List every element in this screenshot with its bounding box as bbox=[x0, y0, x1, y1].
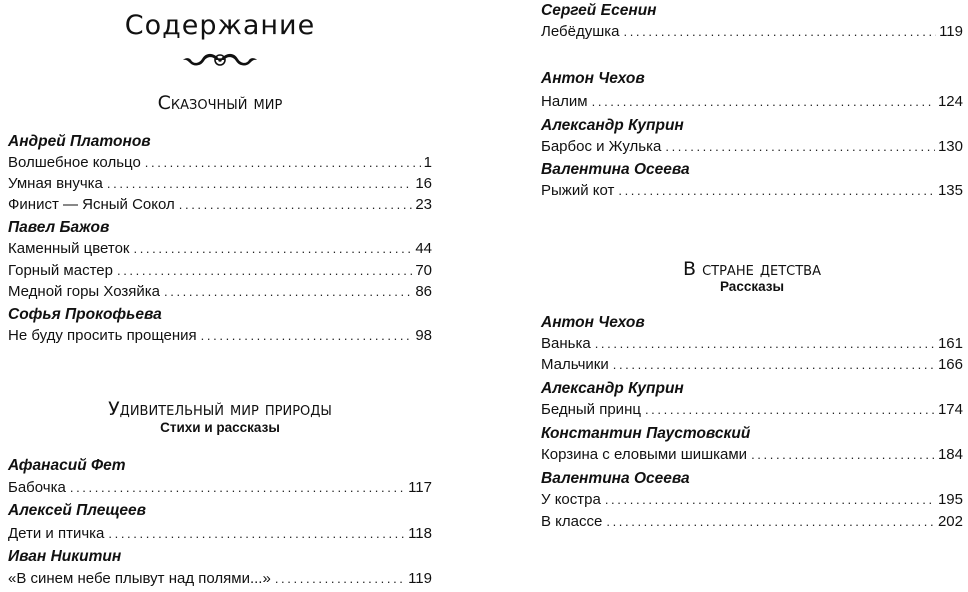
dot-leader bbox=[164, 282, 412, 302]
toc-entry[interactable] bbox=[8, 282, 432, 302]
entry-title: Горный мастер bbox=[8, 262, 113, 279]
dot-leader bbox=[117, 261, 412, 281]
dot-leader bbox=[179, 195, 413, 215]
toc-entry[interactable] bbox=[8, 261, 432, 281]
entry-title: Волшебное кольцо bbox=[8, 154, 141, 171]
entry-title: Рыжий кот bbox=[541, 182, 615, 199]
entry-title: Финист — Ясный Сокол bbox=[8, 196, 175, 213]
entry-title: Налим bbox=[541, 93, 588, 110]
toc-entry[interactable] bbox=[541, 400, 963, 420]
toc-entry[interactable] bbox=[541, 334, 963, 354]
toc-entry[interactable] bbox=[541, 445, 963, 465]
author-name: Софья Прокофьева bbox=[8, 306, 162, 323]
toc-entry[interactable] bbox=[541, 22, 963, 42]
toc-entry[interactable] bbox=[541, 181, 963, 201]
entry-title: Каменный цветок bbox=[8, 240, 130, 257]
author-name: Антон Чехов bbox=[541, 70, 645, 87]
toc-entry[interactable] bbox=[8, 478, 432, 498]
dot-leader bbox=[275, 569, 405, 589]
entry-title: Лебёдушка bbox=[541, 23, 620, 40]
entry-page: 161 bbox=[937, 335, 963, 352]
author-name: Иван Никитин bbox=[8, 548, 122, 565]
entry-page: 124 bbox=[937, 93, 963, 110]
entry-title: Дети и птичка bbox=[8, 525, 105, 542]
section-title-childhood: В стране детства bbox=[683, 258, 821, 280]
entry-page: 135 bbox=[937, 182, 963, 199]
entry-page: 1 bbox=[423, 154, 432, 171]
entry-title: У костра bbox=[541, 491, 601, 508]
entry-page: 119 bbox=[408, 570, 432, 587]
entry-page: 184 bbox=[937, 446, 963, 463]
entry-page: 44 bbox=[415, 240, 432, 257]
entry-page: 195 bbox=[937, 491, 963, 508]
author-name: Александр Куприн bbox=[541, 380, 684, 397]
toc-entry[interactable] bbox=[541, 92, 963, 112]
entry-page: 117 bbox=[408, 479, 432, 496]
dot-leader bbox=[107, 174, 412, 194]
scroll-ornament-icon bbox=[8, 50, 432, 72]
dot-leader bbox=[618, 181, 935, 201]
author-name: Сергей Есенин bbox=[541, 2, 657, 19]
author-name: Валентина Осеева bbox=[541, 161, 690, 178]
section-subtitle: Рассказы bbox=[719, 279, 785, 294]
section-title-nature: Удивительный мир природы bbox=[108, 398, 332, 420]
entry-title: В классе bbox=[541, 513, 603, 530]
toc-entry[interactable] bbox=[541, 137, 963, 157]
page-title: Содержание bbox=[124, 10, 316, 41]
entry-title: Бабочка bbox=[8, 479, 66, 496]
toc-entry[interactable] bbox=[8, 524, 432, 544]
toc-entry[interactable] bbox=[8, 174, 432, 194]
dot-leader bbox=[645, 400, 935, 420]
entry-page: 16 bbox=[415, 175, 432, 192]
author-name: Антон Чехов bbox=[541, 314, 645, 331]
entry-page: 174 bbox=[937, 401, 963, 418]
entry-page: 70 bbox=[415, 262, 432, 279]
dot-leader bbox=[70, 478, 405, 498]
dot-leader bbox=[201, 326, 413, 346]
entry-page: 202 bbox=[937, 513, 963, 530]
dot-leader bbox=[592, 92, 935, 112]
toc-entry[interactable] bbox=[8, 569, 432, 589]
entry-page: 118 bbox=[408, 525, 432, 542]
dot-leader bbox=[665, 137, 935, 157]
toc-entry[interactable] bbox=[8, 153, 432, 173]
dot-leader bbox=[623, 22, 936, 42]
dot-leader bbox=[595, 334, 935, 354]
author-name: Алексей Плещеев bbox=[8, 502, 147, 519]
entry-page: 86 bbox=[415, 283, 432, 300]
toc-entry[interactable] bbox=[541, 512, 963, 532]
entry-title: Корзина с еловыми шишками bbox=[541, 446, 748, 463]
author-name: Афанасий Фет bbox=[8, 457, 126, 474]
author-name: Андрей Платонов bbox=[8, 133, 151, 150]
dot-leader bbox=[606, 512, 935, 532]
entry-title: Ванька bbox=[541, 335, 591, 352]
section-subtitle: Стихи и рассказы bbox=[160, 420, 280, 435]
entry-page: 166 bbox=[937, 356, 963, 373]
entry-title: Барбос и Жулька bbox=[541, 138, 662, 155]
dot-leader bbox=[133, 239, 412, 259]
entry-title: Умная внучка bbox=[8, 175, 103, 192]
toc-entry[interactable] bbox=[541, 355, 963, 375]
toc-entry[interactable] bbox=[8, 326, 432, 346]
author-name: Александр Куприн bbox=[541, 117, 684, 134]
entry-title: Бедный принц bbox=[541, 401, 641, 418]
entry-title: Медной горы Хозяйка bbox=[8, 283, 160, 300]
entry-page: 98 bbox=[415, 327, 432, 344]
dot-leader bbox=[613, 355, 935, 375]
dot-leader bbox=[145, 153, 421, 173]
toc-entry[interactable] bbox=[8, 195, 432, 215]
entry-title: Не буду просить прощения bbox=[8, 327, 197, 344]
author-name: Валентина Осеева bbox=[541, 470, 690, 487]
entry-page: 119 bbox=[939, 23, 963, 40]
entry-page: 130 bbox=[937, 138, 963, 155]
dot-leader bbox=[751, 445, 935, 465]
dot-leader bbox=[605, 490, 935, 510]
toc-entry[interactable] bbox=[8, 239, 432, 259]
entry-page: 23 bbox=[415, 196, 432, 213]
author-name: Константин Паустовский bbox=[541, 425, 751, 442]
entry-title: Мальчики bbox=[541, 356, 609, 373]
toc-entry[interactable] bbox=[541, 490, 963, 510]
author-name: Павел Бажов bbox=[8, 219, 110, 236]
section-title-fairy: Сказочный мир bbox=[157, 92, 283, 114]
dot-leader bbox=[108, 524, 405, 544]
entry-title: «В синем небе плывут над полями...» bbox=[8, 570, 271, 587]
